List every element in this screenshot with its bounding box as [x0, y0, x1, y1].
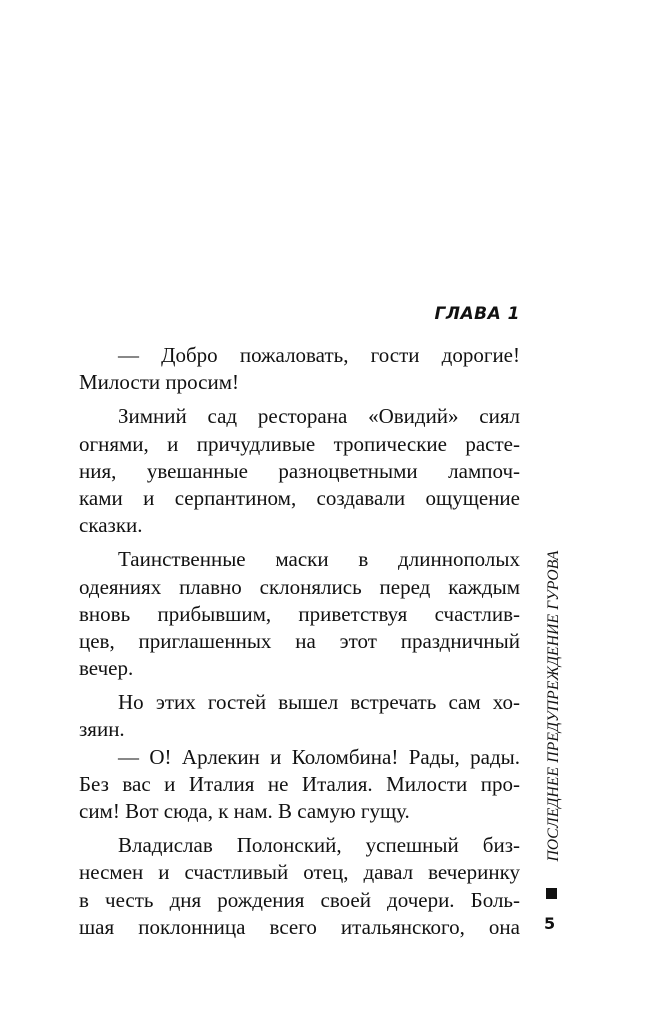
text-line: ками и серпантином, создавали ощущение: [79, 485, 520, 510]
text-line: Владислав Полонский, успешный биз-: [118, 833, 520, 858]
chapter-heading: ГЛАВА 1: [434, 304, 520, 324]
running-title: [545, 533, 563, 878]
text-line: огнями, и причудливые тропические расте-: [79, 431, 520, 456]
text-line: Зимний сад ресторана «Овидий» сиял: [118, 404, 520, 429]
page-number: 5: [544, 914, 556, 933]
body-text: [79, 342, 520, 941]
text-line: сим! Вот сюда, к нам. В самую гущу.: [79, 799, 410, 823]
text-line: шая поклонница всего итальянского, она: [79, 914, 520, 939]
text-line: цев, приглашенных на этот праздничный: [79, 628, 520, 653]
text-line: сказки.: [79, 513, 143, 538]
text-line: вечер.: [79, 656, 134, 681]
text-line: Но этих гостей вышел встречать сам хо-: [118, 690, 520, 715]
text-line: зяин.: [79, 717, 125, 742]
text-line: в честь дня рождения своей дочери. Боль-: [79, 887, 520, 912]
text-line: несмен и счастливый отец, давал вечеринку: [79, 860, 520, 885]
text-line: Без вас и Италия не Италия. Милости про-: [79, 771, 520, 796]
running-title-text: ПОСЛЕДНЕЕ ПРЕДУПРЕЖДЕНИЕ ГУРОВА: [545, 549, 562, 862]
text-line: вновь прибывшим, приветствуя счастлив-: [79, 601, 520, 626]
text-line: — О! Арлекин и Коломбина! Рады, рады.: [118, 744, 520, 769]
text-line: Милости просим!: [79, 370, 240, 395]
text-line: Таинственные маски в длиннополых: [118, 547, 520, 572]
text-line: одеяниях плавно склонялись перед каждым: [79, 574, 520, 599]
section-marker: [546, 888, 557, 899]
text-line: ния, увешанные разноцветными лампоч-: [79, 458, 520, 483]
text-line: — Добро пожаловать, гости дорогие!: [118, 343, 520, 367]
